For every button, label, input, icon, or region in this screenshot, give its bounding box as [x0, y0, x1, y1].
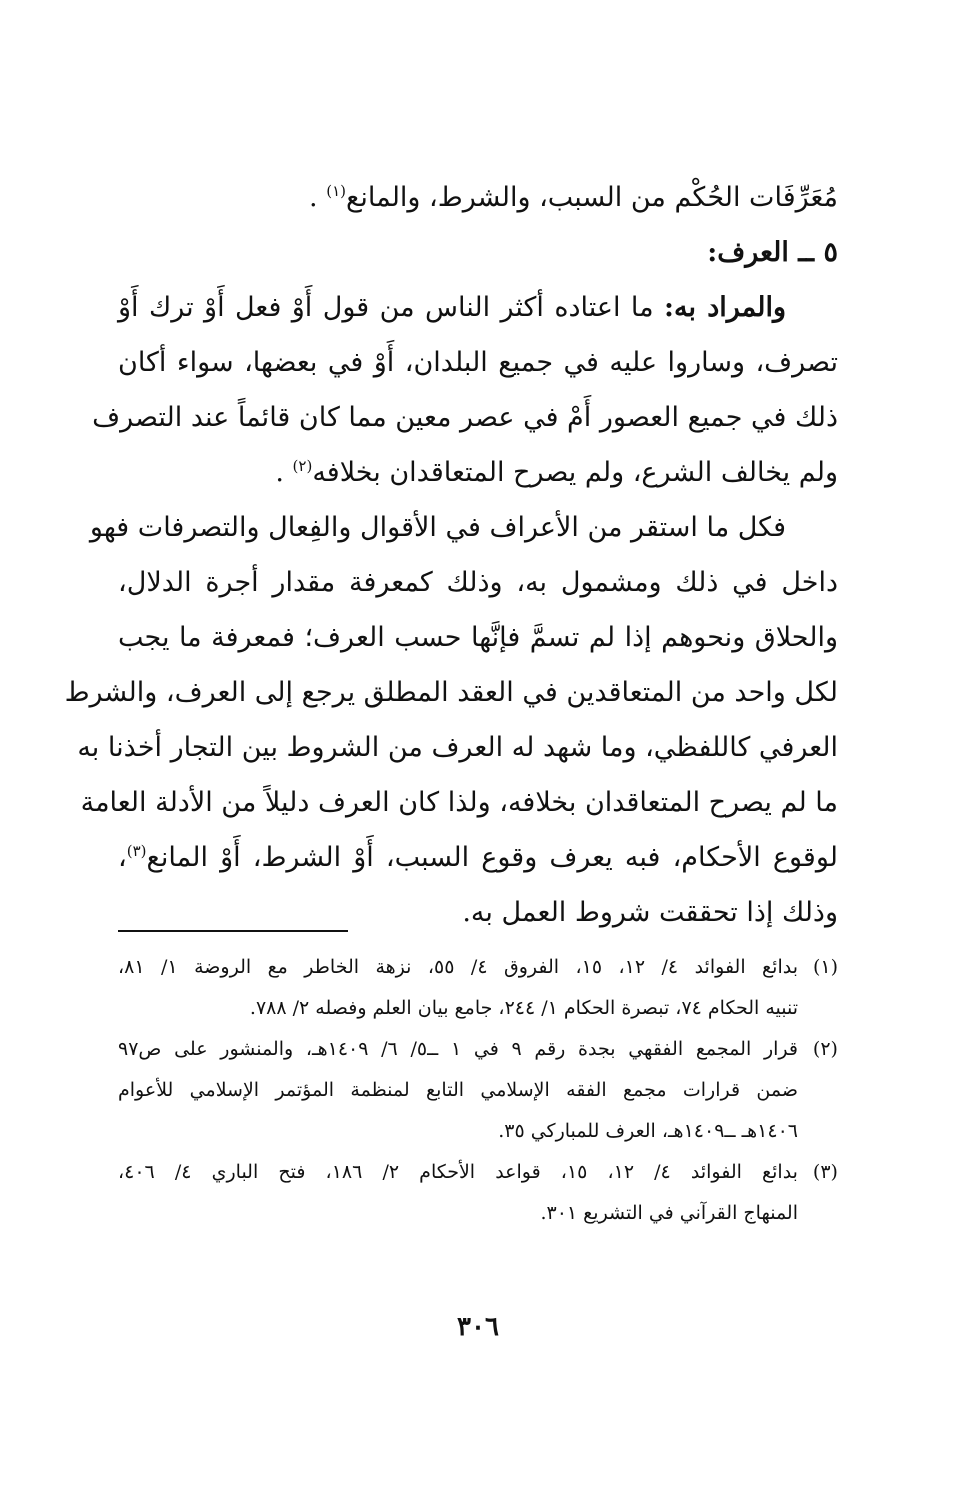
section-heading: ٥ ــ العرف: [707, 237, 838, 268]
text-line: ما لم يصرح المتعاقدان بخلافه، ولذا كان العرف دليلاً من الأدلة العامة [80, 787, 838, 818]
term-label: والمراد به: [664, 292, 787, 323]
footnote-line [118, 1152, 838, 1193]
text-line [118, 830, 838, 885]
page-number: ٣٠٦ [457, 1312, 499, 1342]
footnote-number: (١) [812, 956, 839, 978]
text-line: العرفي كاللفظي، وما شهد له العرف من الشروط بين التجار أخذنا به [77, 732, 838, 763]
page-body [64, 170, 839, 1224]
footnote-text: بدائع الفوائد ٤/ ١٢، ١٥، قواعد الأحكام ٢/ ١٨٦، فتح الباري ٤/ ٤٠٦، [118, 1161, 798, 1183]
footnote-line: تنبيه الحكام ٧٤، تبصرة الحكام ١/ ٢٤٤، جامع بيان العلم وفصله ٢/ ٧٨٨. [249, 997, 798, 1019]
footnote-line: المنهاج القرآني في التشريع ٣٠١. [540, 1202, 798, 1224]
footnote-number: (٣) [812, 1161, 838, 1183]
footnote-ref[interactable]: (٣) [126, 842, 147, 860]
text-line [118, 445, 838, 500]
text-line: وذلك إذا تحققت شروط العمل به. [462, 897, 838, 928]
text-line [118, 170, 838, 225]
footnote-line [118, 1029, 838, 1070]
text-segment: لوقوع الأحكام، فبه يعرف وقوع السبب، أَوْ الشرط، أَوْ المانع [146, 842, 838, 873]
footnote-number: (٢) [812, 1038, 838, 1060]
text-line: والحلاق ونحوهم إذا لم تسمَّ فإنَّها حسب العرف؛ فمعرفة ما يجب [118, 622, 838, 653]
punctuation: ، [118, 842, 127, 873]
footnotes [118, 947, 838, 1234]
footnote-text: بدائع الفوائد ٤/ ١٢، ١٥، الفروق ٤/ ٥٥، نزهة الخاطر مع الروضة ١/ ٨١، [118, 956, 799, 978]
text-line: فكل ما استقر من الأعراف في الأقوال والفِعال والتصرفات فهو [89, 512, 786, 543]
footnote-ref[interactable]: (١) [326, 182, 346, 200]
footnote-line: ضمن قرارات مجمع الفقه الإسلامي التابع لمنظمة المؤتمر الإسلامي للأعوام [118, 1079, 798, 1101]
footnote-line: ١٤٠٦هـ ــ١٤٠٩هـ، العرف للمباركي ٣٥. [498, 1120, 798, 1142]
footnote-separator [118, 930, 348, 932]
text-line [118, 280, 838, 335]
text-segment: ولم يخالف الشرع، ولم يصرح المتعاقدان بخلافه [312, 457, 838, 488]
text-line: داخل في ذلك ومشمول به، وذلك كمعرفة مقدار أجرة الدلال، [118, 567, 838, 598]
footnote-line [118, 947, 838, 988]
text-line: ذلك في جميع العصور أَمْ في عصر معين مما كان قائماً عند التصرف [92, 402, 838, 433]
text-segment: مُعَرِّفَات الحُكْم من السبب، والشرط، والمانع [345, 182, 838, 213]
text-segment: ما اعتاده أكثر الناس من قول أَوْ فعل أَوْ ترك أَوْ [118, 292, 654, 323]
text-line: تصرف، وساروا عليه في جميع البلدان، أَوْ في بعضها، سواء أكان [118, 347, 838, 378]
footnote-text: قرار المجمع الفقهي بجدة رقم ٩ في ١ ــ٥/ ٦/ ١٤٠٩هـ، والمنشور على ص٩٧ [118, 1038, 798, 1060]
text-line: لكل واحد من المتعاقدين في العقد المطلق يرجع إلى العرف، والشرط [64, 677, 838, 708]
footnote-ref[interactable]: (٢) [292, 457, 313, 475]
punctuation: . [275, 457, 284, 488]
punctuation: . [309, 182, 318, 213]
